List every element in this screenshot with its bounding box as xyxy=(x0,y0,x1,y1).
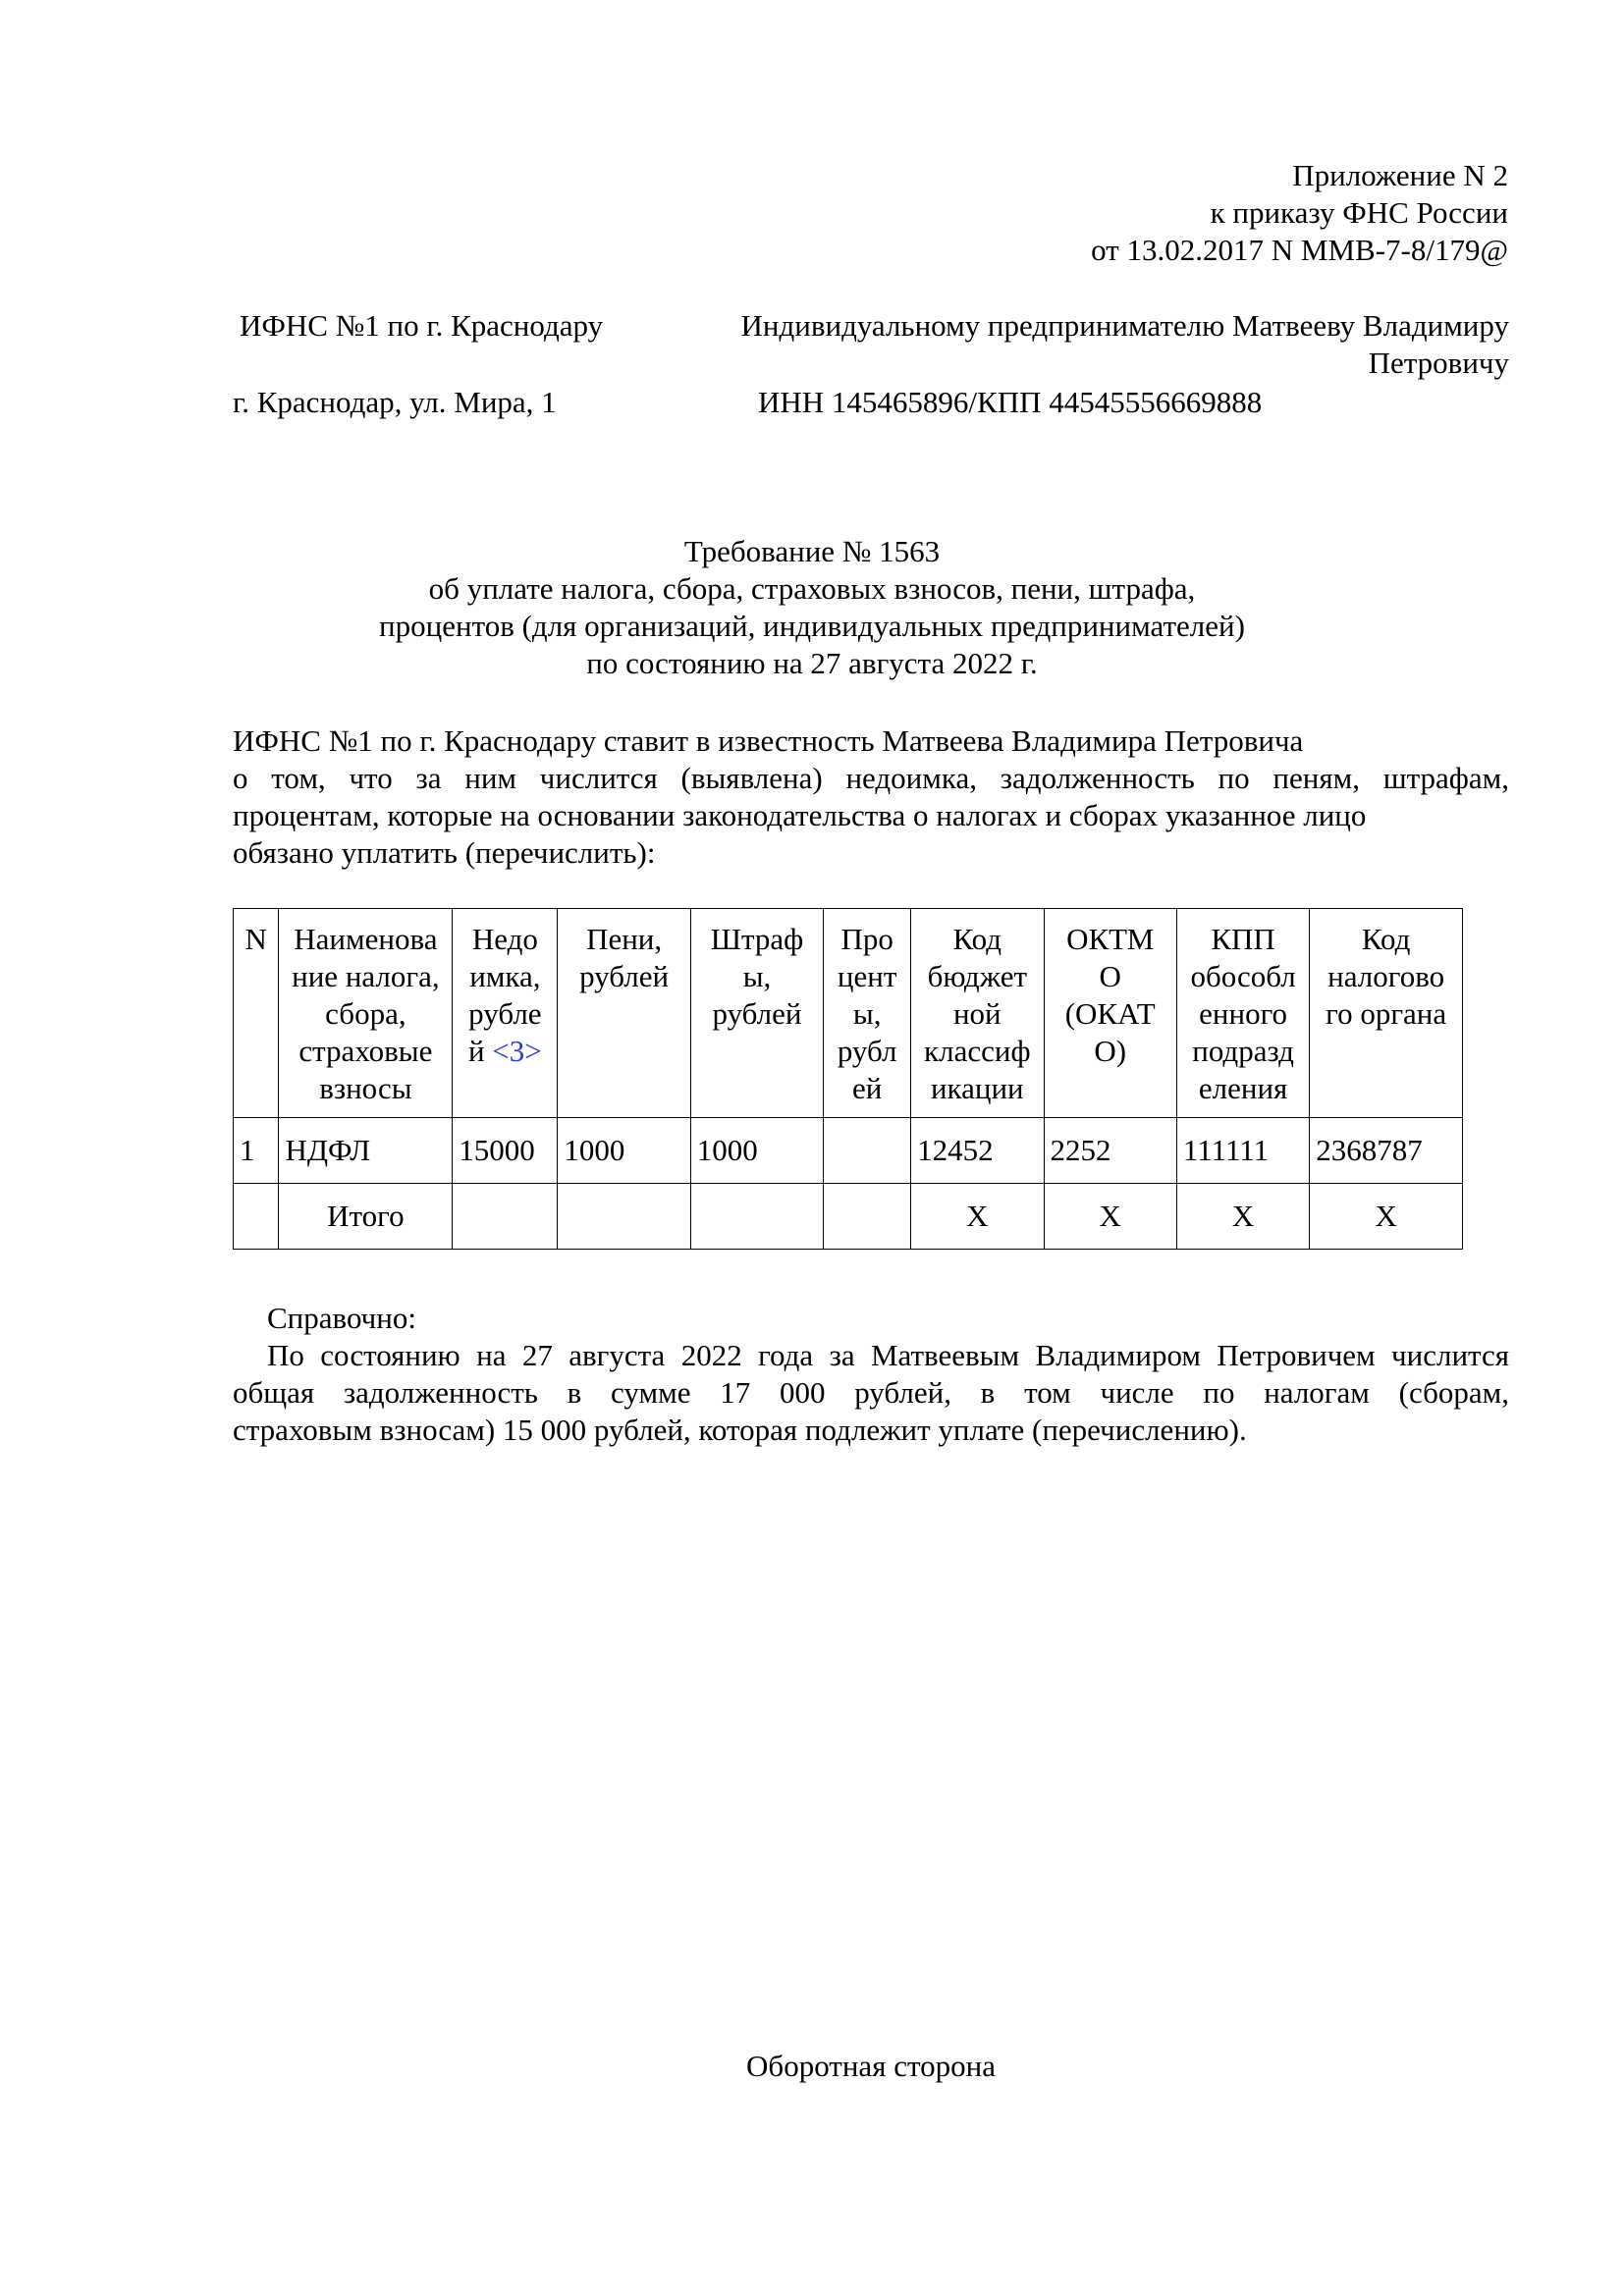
intro-line: ИФНС №1 по г. Краснодару ставит в известность Матвеева Владимира Петровича xyxy=(233,723,1304,758)
sender-name: ИФНС №1 по г. Краснодару xyxy=(240,308,604,343)
cell-number: 1 xyxy=(234,1118,279,1184)
total-label: Итого xyxy=(279,1184,453,1250)
total-interest xyxy=(824,1184,911,1250)
cell-budget-code: 12452 xyxy=(911,1118,1044,1184)
intro-line: процентам, которые на основании законодательства о налогах и сборах указанное лицо xyxy=(233,798,1367,832)
total-number xyxy=(234,1184,279,1250)
total-arrears xyxy=(453,1184,558,1250)
header-arrears: Недо имка, рубле й <3> xyxy=(453,909,558,1118)
table-header-row xyxy=(234,909,1463,1118)
annex-block xyxy=(1091,157,1508,269)
recipient-line1: Индивидуальному предпринимателю Матвееву Владимиру xyxy=(740,308,1509,343)
header-budget-code: Код бюджет ной классиф икации xyxy=(911,909,1044,1118)
reverse-side-label: Оборотная сторона xyxy=(746,2049,996,2083)
header-penalty-interest: Пени, рублей xyxy=(558,909,690,1118)
title-number: Требование № 1563 xyxy=(683,534,941,568)
annex-number: Приложение N 2 xyxy=(1292,158,1508,192)
header-tax-name: Наименова ние налога, сбора, страховые взносы xyxy=(279,909,453,1118)
recipient-line2: Петровичу xyxy=(1368,346,1509,380)
recipient-inn: ИНН 145465896/КПП 44545556669888 xyxy=(758,385,1263,419)
cell-fines: 1000 xyxy=(690,1118,823,1184)
reference-line: общая задолженность в сумме 17 000 рублей, в том числе по налогам (сборам, xyxy=(233,1375,1509,1410)
header-interest: Про цент ы, рубл ей xyxy=(824,909,911,1118)
document-title xyxy=(0,533,1624,682)
total-penalty-interest xyxy=(558,1184,690,1250)
intro-line: о том, что за ним числится (выявлена) недоимка, задолженность по пеням, штрафам, xyxy=(233,761,1509,795)
cell-interest xyxy=(824,1118,911,1184)
header-number: N xyxy=(234,909,279,1118)
reference-heading: Справочно: xyxy=(267,1301,416,1335)
title-subject: об уплате налога, сбора, страховых взносов, пени, штрафа, xyxy=(428,571,1196,606)
header-oktmo: ОКТМ О (ОКАТ О) xyxy=(1044,909,1176,1118)
cell-tax-authority: 2368787 xyxy=(1310,1118,1463,1184)
header-kpp: КПП обособл енного подразд еления xyxy=(1176,909,1309,1118)
cell-arrears: 15000 xyxy=(453,1118,558,1184)
intro-line: обязано уплатить (перечислить): xyxy=(233,835,656,870)
sender-address: г. Краснодар, ул. Мира, 1 xyxy=(233,385,557,419)
total-oktmo: X xyxy=(1044,1184,1176,1250)
table-total-row xyxy=(234,1184,1463,1250)
total-fines xyxy=(690,1184,823,1250)
reference-paragraph xyxy=(233,1337,1509,1449)
reference-line: По состоянию на 27 августа 2022 года за Матвеевым Владимиром Петровичем числится xyxy=(267,1338,1509,1372)
cell-oktmo: 2252 xyxy=(1044,1118,1176,1184)
header-tax-authority: Код налогово го органа xyxy=(1310,909,1463,1118)
annex-date: от 13.02.2017 N ММВ-7-8/179@ xyxy=(1091,233,1508,267)
total-tax-authority: X xyxy=(1310,1184,1463,1250)
total-kpp: X xyxy=(1176,1184,1309,1250)
total-budget-code: X xyxy=(911,1184,1044,1250)
title-subject-cont: процентов (для организаций, индивидуальных предпринимателей) xyxy=(379,609,1245,643)
cell-penalty-interest: 1000 xyxy=(558,1118,690,1184)
title-date: по состоянию на 27 августа 2022 г. xyxy=(586,646,1038,680)
intro-paragraph xyxy=(233,722,1509,872)
annex-order: к приказу ФНС России xyxy=(1210,195,1508,230)
requirement-table xyxy=(233,908,1463,1250)
header-fines: Штраф ы, рублей xyxy=(690,909,823,1118)
reference-line: страховым взносам) 15 000 рублей, которая подлежит уплате (перечислению). xyxy=(233,1413,1247,1447)
footnote-link[interactable]: <3> xyxy=(492,1034,542,1068)
cell-tax-name: НДФЛ xyxy=(279,1118,453,1184)
cell-kpp: 111111 xyxy=(1176,1118,1309,1184)
table-row xyxy=(234,1118,1463,1184)
